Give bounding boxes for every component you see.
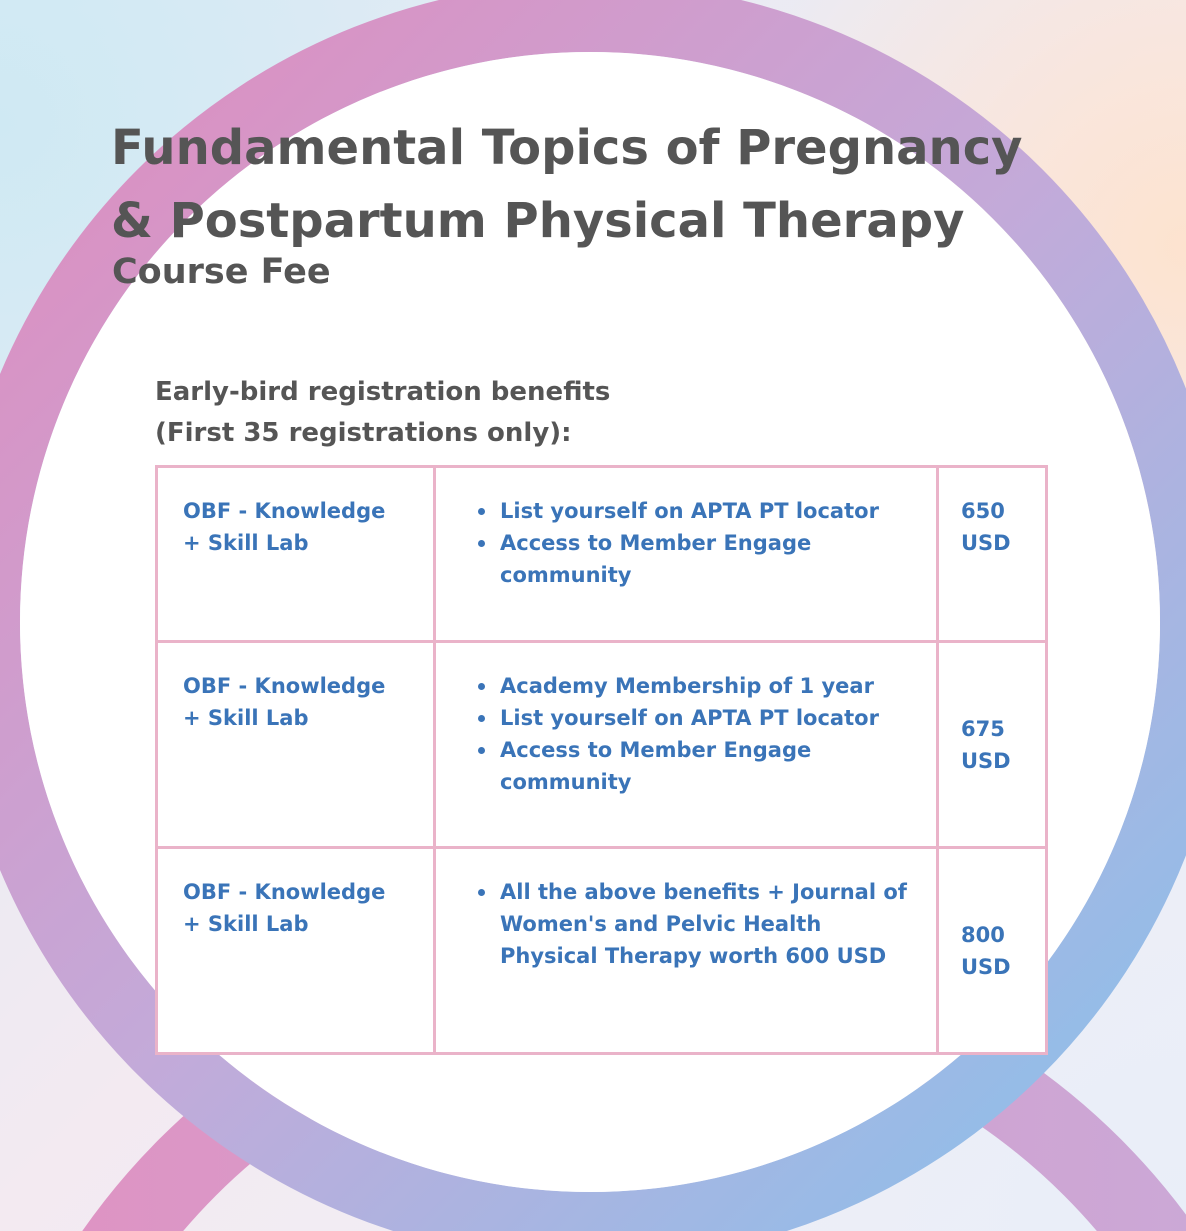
benefits-list: [476, 670, 926, 798]
benefits-list: [476, 495, 926, 591]
early-bird-intro: [155, 372, 610, 454]
benefits-cell: [435, 848, 938, 1054]
benefit-item: List yourself on APTA PT locator: [476, 495, 926, 527]
price-amount: 800: [961, 922, 1005, 947]
page-title: [111, 112, 1151, 258]
price-cell: [938, 848, 1047, 1054]
title-line-1: Fundamental Topics of Pregnancy: [111, 120, 1023, 176]
title-line-2: & Postpartum Physical Therapy: [111, 193, 965, 249]
fee-table: [155, 465, 1048, 1055]
package-name: OBF - Knowledge: [183, 674, 386, 698]
price-amount: 650: [961, 499, 1005, 523]
intro-line-2: (First 35 registrations only):: [155, 418, 572, 448]
package-name-suffix: + Skill Lab: [183, 912, 309, 936]
price-currency: USD: [961, 531, 1011, 555]
price-currency: USD: [961, 954, 1011, 979]
package-cell: [157, 848, 435, 1054]
package-name-suffix: + Skill Lab: [183, 706, 309, 730]
package-cell: [157, 467, 435, 642]
package-name: OBF - Knowledge: [183, 880, 386, 904]
price-cell: [938, 642, 1047, 848]
price-amount: 675: [961, 716, 1005, 741]
package-name: OBF - Knowledge: [183, 499, 386, 523]
intro-line-1: Early-bird registration benefits: [155, 377, 611, 407]
benefit-item: Access to Member Engage community: [476, 734, 926, 798]
benefit-item: All the above benefits + Journal of Women's and Pelvic Health Physical Therapy worth 600 USD: [476, 876, 926, 972]
benefits-cell: [435, 642, 938, 848]
benefit-item: List yourself on APTA PT locator: [476, 702, 926, 734]
benefit-item: Access to Member Engage community: [476, 527, 926, 591]
price-currency: USD: [961, 748, 1011, 773]
benefit-item: Academy Membership of 1 year: [476, 670, 926, 702]
benefits-list: [476, 876, 926, 972]
table-row: [157, 642, 1047, 848]
table-row: [157, 467, 1047, 642]
table-row: [157, 848, 1047, 1054]
package-cell: [157, 642, 435, 848]
page-subtitle: Course Fee: [112, 252, 331, 292]
price-cell: [938, 467, 1047, 642]
benefits-cell: [435, 467, 938, 642]
package-name-suffix: + Skill Lab: [183, 531, 309, 555]
